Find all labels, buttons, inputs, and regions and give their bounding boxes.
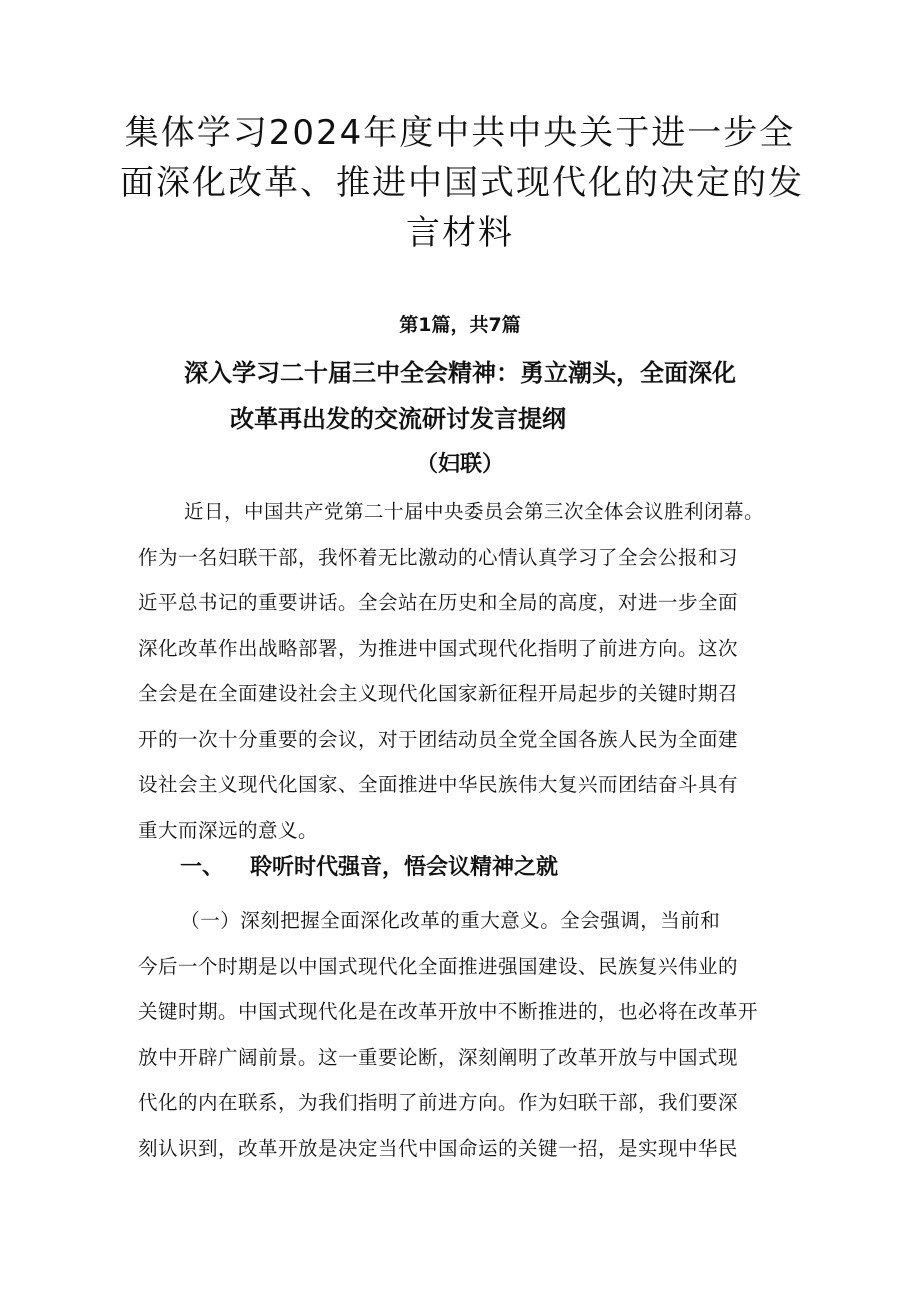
text-line: 重大而深远的意义。 bbox=[138, 818, 319, 842]
organization-label: （妇联） bbox=[415, 452, 504, 477]
section-heading bbox=[180, 850, 558, 886]
text-line: 代化的内在联系，为我们指明了前进方向。作为妇联干部，我们要深 bbox=[138, 1091, 739, 1114]
subtitle-line: 改革再出发的交流研讨发言提纲 bbox=[230, 405, 566, 433]
section-number: 一、 bbox=[180, 855, 225, 880]
text-line: 近日，中国共产党第二十届中央委员会第三次全体会议胜利闭幕。 bbox=[164, 500, 765, 523]
text-line: 设社会主义现代化国家、全面推进中华民族伟大复兴而团结奋斗具有 bbox=[138, 773, 739, 796]
title-line: 集体学习2024年度中共中央关于进一步全 bbox=[124, 113, 796, 153]
section-title: 聆听时代强音，悟会议精神之就 bbox=[250, 855, 559, 880]
text-line: （一）深刻把握全面深化改革的重大意义。全会强调，当前和 bbox=[150, 909, 721, 932]
text-line: 作为一名妇联干部，我怀着无比激动的心情认真学习了全会公报和习 bbox=[138, 545, 739, 569]
text-line: 今后一个时期是以中国式现代化全面推进强国建设、民族复兴伟业的 bbox=[138, 954, 739, 978]
subtitle bbox=[150, 350, 810, 442]
paragraph-section1 bbox=[138, 898, 802, 1171]
text-line: 开的一次十分重要的会议，对于团结动员全党全国各族人民为全面建 bbox=[138, 727, 739, 751]
text-line: 近平总书记的重要讲话。全会站在历史和全局的高度，对进一步全面 bbox=[138, 591, 739, 614]
text-line: 放中开辟广阔前景。这一重要论断，深刻阐明了改革开放与中国式现 bbox=[138, 1045, 739, 1069]
title-line: 言材料 bbox=[406, 213, 514, 253]
text-line: 刻认识到，改革开放是决定当代中国命运的关键一招，是实现中华民 bbox=[138, 1136, 739, 1160]
title-line: 面深化改革、推进中国式现代化的决定的发 bbox=[120, 163, 804, 203]
text-line: 全会是在全面建设社会主义现代化国家新征程开局起步的关键时期召 bbox=[138, 682, 739, 705]
part-label: 第1篇，共7篇 bbox=[399, 314, 521, 336]
text-line: 关键时期。中国式现代化是在改革开放中不断推进的，也必将在改革开 bbox=[138, 1000, 759, 1023]
document-title bbox=[120, 108, 804, 258]
text-line: 深化改革作出战略部署，为推进中国式现代化指明了前进方向。这次 bbox=[138, 636, 739, 660]
paragraph-intro bbox=[138, 489, 802, 853]
subtitle-line: 深入学习二十届三中全会精神：勇立潮头，全面深化 bbox=[184, 359, 736, 387]
